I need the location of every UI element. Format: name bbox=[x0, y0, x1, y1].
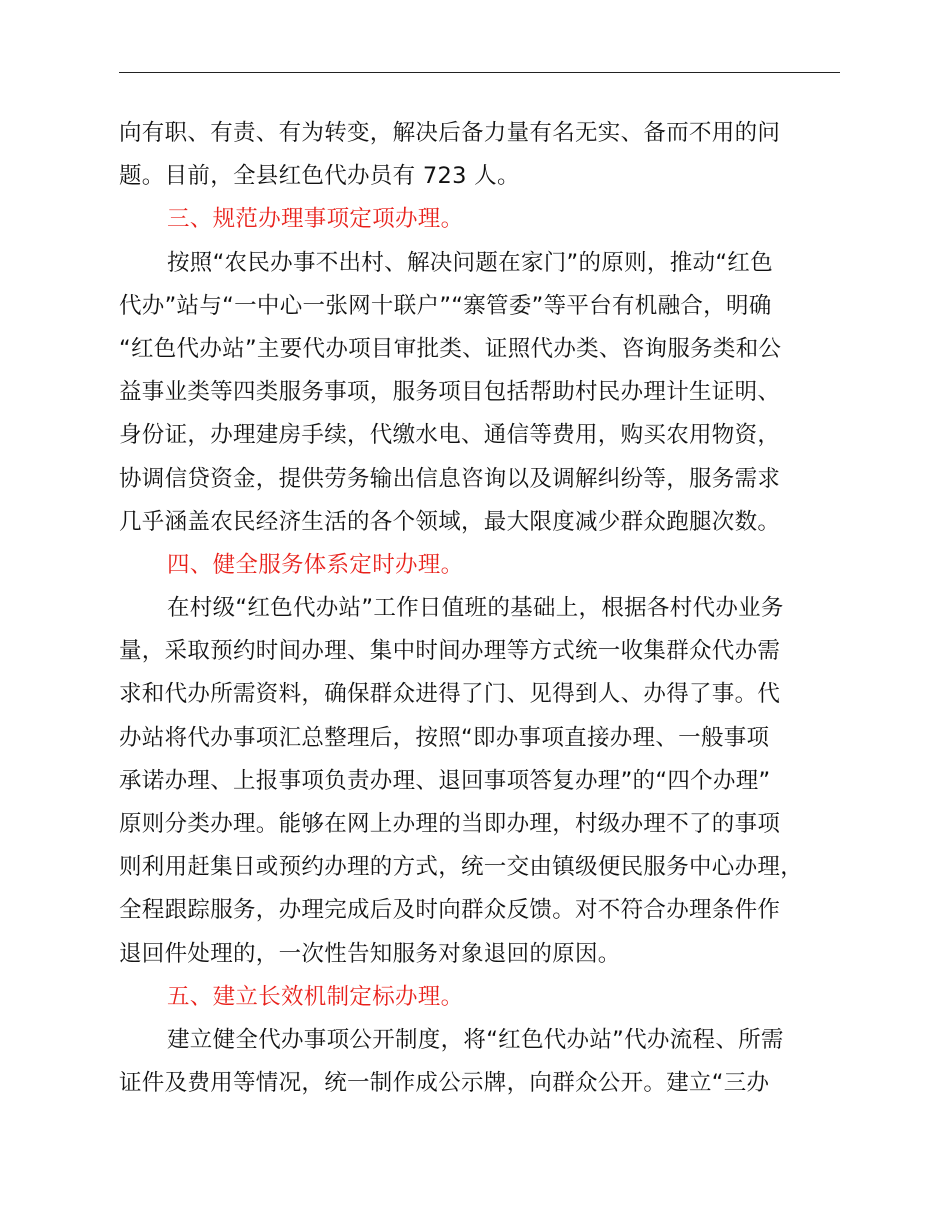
body-text-line: 协调信贷资金，提供劳务输出信息咨询以及调解纠纷等，服务需求 bbox=[119, 465, 781, 492]
body-text-line: 全程跟踪服务，办理完成后及时向群众反馈。对不符合办理条件作 bbox=[119, 897, 781, 924]
body-text-line: 在村级“红色代办站”工作日值班的基础上，根据各村代办业务 bbox=[167, 595, 784, 622]
header-rule bbox=[119, 72, 840, 73]
body-text-line: 退回件处理的，一次性告知服务对象退回的原因。 bbox=[119, 940, 621, 967]
body-text-line: 则利用赶集日或预约办理的方式，统一交由镇级便民服务中心办理， bbox=[119, 854, 804, 881]
body-text-line: 题。目前，全县红色代办员有 723 人。 bbox=[119, 163, 520, 190]
body-text-line: 建立健全代办事项公开制度，将“红色代办站”代办流程、所需 bbox=[167, 1026, 784, 1053]
body-text-line: 量，采取预约时间办理、集中时间办理等方式统一收集群众代办需 bbox=[119, 638, 781, 665]
body-text-line: 几乎涵盖农民经济生活的各个领域，最大限度减少群众跑腿次数。 bbox=[119, 508, 781, 535]
body-text-line: 按照“农民办事不出村、解决问题在家门”的原则，推动“红色 bbox=[167, 249, 773, 276]
section-heading: 四、健全服务体系定时办理。 bbox=[167, 551, 464, 578]
body-text-line: 代办”站与“一中心一张网十联户”“寨管委”等平台有机融合，明确 bbox=[119, 292, 772, 319]
body-text-line: 求和代办所需资料，确保群众进得了门、见得到人、办得了事。代 bbox=[119, 681, 781, 708]
section-heading: 五、建立长效机制定标办理。 bbox=[167, 983, 464, 1010]
body-text-line: 原则分类办理。能够在网上办理的当即办理，村级办理不了的事项 bbox=[119, 811, 781, 837]
body-text-line: 向有职、有责、有为转变，解决后备力量有名无实、备而不用的问 bbox=[119, 120, 781, 146]
body-text-line: 益事业类等四类服务事项，服务项目包括帮助村民办理计生证明、 bbox=[119, 379, 781, 406]
body-text-line: 证件及费用等情况，统一制作成公示牌，向群众公开。建立“三办 bbox=[119, 1070, 770, 1097]
body-text-line: 身份证，办理建房手续，代缴水电、通信等费用，购买农用物资， bbox=[119, 422, 781, 449]
body-text-line: 承诺办理、上报事项负责办理、退回事项答复办理”的“四个办理” bbox=[119, 767, 771, 794]
document-body bbox=[119, 112, 840, 1105]
section-heading: 三、规范办理事项定项办理。 bbox=[167, 206, 464, 233]
body-text-line: 办站将代办事项汇总整理后，按照“即办事项直接办理、一般事项 bbox=[119, 724, 770, 751]
body-text-line: “红色代办站”主要代办项目审批类、证照代办类、咨询服务类和公 bbox=[119, 335, 782, 362]
